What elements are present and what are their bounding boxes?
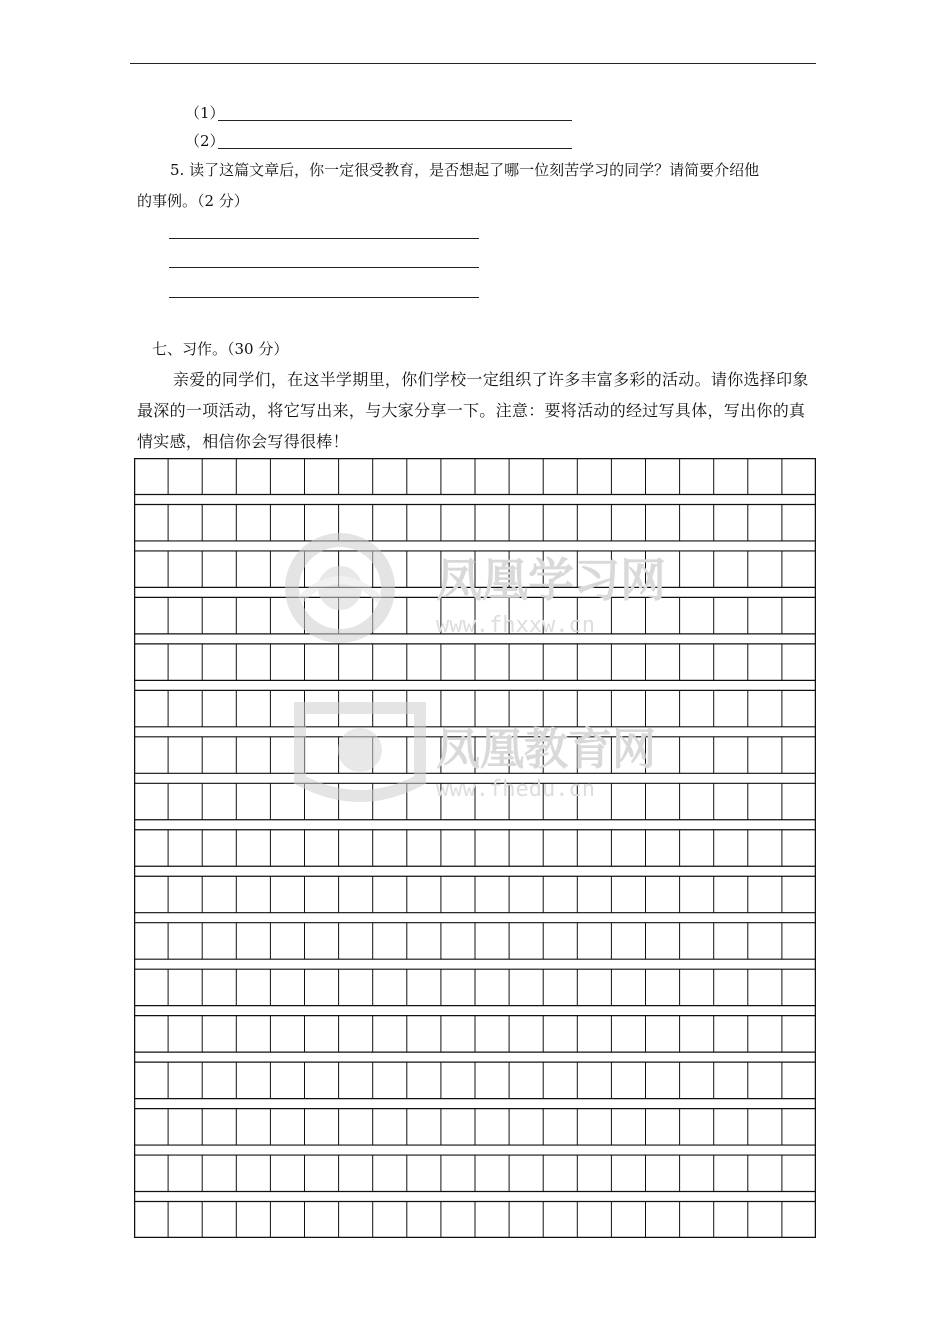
section-7-prompt (137, 364, 817, 457)
grid-row (134, 830, 816, 866)
question-5-line-2: 的事例。（2 分） (137, 192, 249, 210)
item-1-answer-line[interactable] (218, 120, 572, 121)
watermark-1-url: www.fhxxw.cn (436, 613, 595, 638)
grid-row (134, 1202, 816, 1238)
grid-row (134, 1109, 816, 1145)
q5-answer-line-1[interactable] (169, 238, 479, 239)
item-1-label: （1） (185, 104, 225, 122)
question-5-line-1: 5. 读了这篇文章后，你一定很受教育，是否想起了哪一位刻苦学习的同学？请简要介绍他 (170, 161, 760, 179)
writing-grid[interactable] (134, 458, 816, 1238)
q5-answer-line-3[interactable] (169, 297, 479, 298)
q5-answer-line-2[interactable] (169, 267, 479, 268)
section-7-prompt-text: 亲爱的同学们，在这半学期里，你们学校一定组织了许多丰富多彩的活动。请你选择印象最深的一项活动，将它写出来，与大家分享一下。注意：要将活动的经过写具体，写出你的真情实感，相信你会写得很棒！ (137, 370, 809, 451)
grid-row (134, 969, 816, 1005)
grid-row (134, 1016, 816, 1052)
grid-row (134, 690, 816, 726)
grid-row (134, 1062, 816, 1098)
grid-row (134, 458, 816, 494)
item-2-answer-line[interactable] (218, 148, 572, 149)
grid-row (134, 504, 816, 540)
grid-row (134, 737, 816, 773)
grid-row (134, 644, 816, 680)
section-7-heading: 七、习作。（30 分） (152, 340, 289, 358)
grid-row (134, 597, 816, 633)
item-2-label: （2） (185, 132, 225, 150)
watermark-1-name: 凤凰学习网 (436, 553, 666, 607)
header-rule (130, 63, 816, 64)
grid-row (134, 783, 816, 819)
writing-grid-svg (134, 458, 816, 1238)
grid-row (134, 1155, 816, 1191)
watermark-2-url: www.fhedu.cn (436, 777, 595, 802)
watermark-2-name: 凤凰教育网 (436, 724, 656, 775)
grid-row (134, 876, 816, 912)
grid-row (134, 551, 816, 587)
grid-row (134, 923, 816, 959)
